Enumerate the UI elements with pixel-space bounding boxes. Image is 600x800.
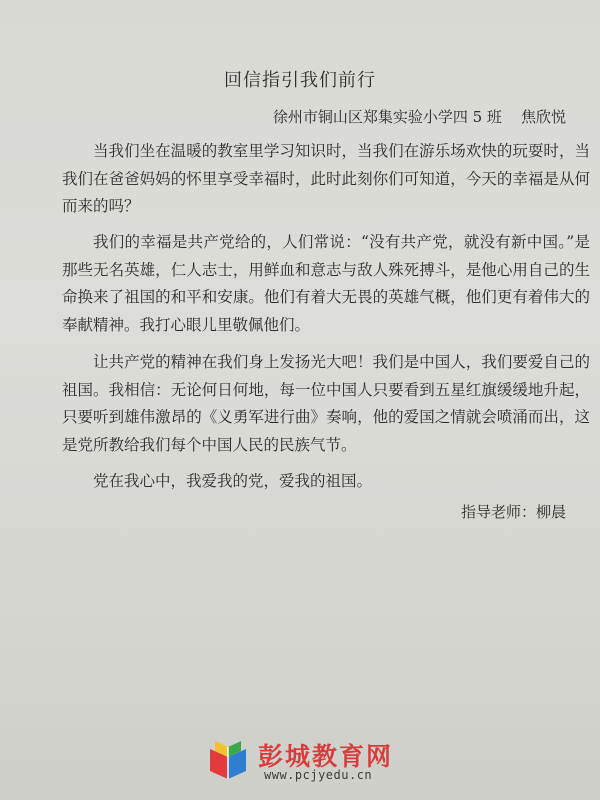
author-line: 徐州市铜山区郑集实验小学四 5 班 焦欣悦 — [272, 108, 566, 126]
watermark-url: www.pcjyedu.cn — [264, 768, 373, 782]
paragraph-1: 当我们坐在温暖的教室里学习知识时，当我们在游乐场欢快的玩耍时，当我们在爸爸妈妈的怀里享受幸福时，此时此刻你们可知道，今天的幸福是从何而来的吗？ — [62, 142, 590, 215]
paragraph-2: 我们的幸福是共产党给的，人们常说：“没有共产党，就没有新中国。”是那些无名英雄，仁人志士，用鲜血和意志与敌人殊死搏斗，是他心用自己的生命换来了祖国的和平和安康。他们有着大无畏的英雄气概，他们更有着伟大的奉献精神。我打心眼儿里敬佩他们。 — [62, 233, 590, 334]
teacher-line: 指导老师：柳晨 — [460, 503, 566, 521]
paragraph-3: 让共产党的精神在我们身上发扬光大吧！我们是中国人，我们要爱自己的祖国。我相信：无论何日何地，每一位中国人只要看到五星红旗缓缓地升起，只要听到雄伟激昂的《义勇军进行曲》奏响，他的爱国之情就会喷涌而出，这是党所教给我们每个中国人民的民族气节。 — [62, 353, 590, 454]
document-title: 回信指引我们前行 — [224, 70, 376, 91]
open-book-logo-icon — [206, 735, 250, 785]
site-watermark — [206, 735, 436, 790]
paragraph-4: 党在我心中，我爱我的党，爱我的祖国。 — [93, 472, 373, 490]
watermark-site-name: 彭城教育网 — [258, 742, 394, 771]
